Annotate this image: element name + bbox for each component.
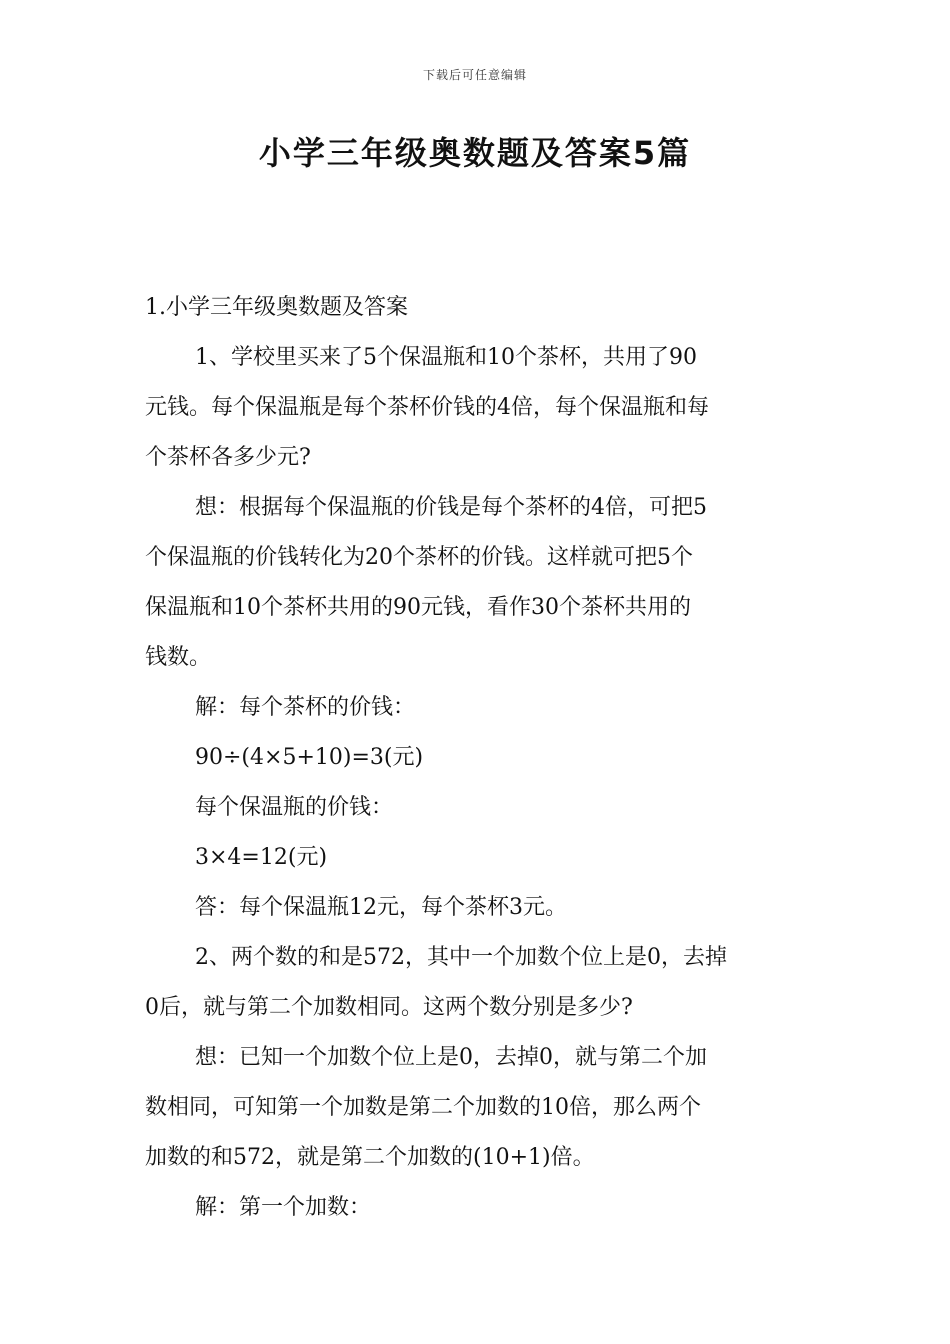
paragraph-line: 解：第一个加数：: [195, 1195, 372, 1220]
paragraph-line: 答：每个保温瓶12元，每个茶杯3元。: [195, 895, 567, 920]
paragraph-line: 数相同，可知第一个加数是第二个加数的10倍，那么两个: [145, 1095, 701, 1120]
paragraph-line: 想：已知一个加数个位上是0，去掉0，就与第二个加: [195, 1045, 707, 1070]
paragraph-line: 元钱。每个保温瓶是每个茶杯价钱的4倍，每个保温瓶和每: [145, 395, 709, 420]
paragraph-line: 想：根据每个保温瓶的价钱是每个茶杯的4倍，可把5: [195, 495, 707, 520]
paragraph-line: 个保温瓶的价钱转化为20个茶杯的价钱。这样就可把5个: [145, 545, 693, 570]
paragraph-line: 钱数。: [145, 645, 212, 670]
document-title: 小学三年级奥数题及答案5篇: [258, 134, 692, 172]
paragraph-line: 个茶杯各多少元?: [145, 445, 311, 470]
paragraph-line: 加数的和572，就是第二个加数的(10+1)倍。: [145, 1145, 595, 1170]
header-note: 下载后可任意编辑: [422, 68, 527, 82]
document-body: [145, 283, 810, 1233]
paragraph-line: 3×4=12(元): [195, 845, 328, 870]
paragraph-line: 1、学校里买来了5个保温瓶和10个茶杯，共用了90: [195, 345, 697, 370]
paragraph-line: 90÷(4×5+10)=3(元): [195, 745, 424, 770]
paragraph-line: 解：每个茶杯的价钱：: [195, 695, 416, 720]
paragraph-line: 2、两个数的和是572，其中一个加数个位上是0，去掉: [195, 945, 727, 970]
section-heading: 1.小学三年级奥数题及答案: [145, 295, 408, 320]
paragraph-line: 0后，就与第二个加数相同。这两个数分别是多少?: [145, 995, 633, 1020]
paragraph-line: 每个保温瓶的价钱：: [195, 795, 394, 820]
paragraph-line: 保温瓶和10个茶杯共用的90元钱，看作30个茶杯共用的: [145, 595, 691, 620]
